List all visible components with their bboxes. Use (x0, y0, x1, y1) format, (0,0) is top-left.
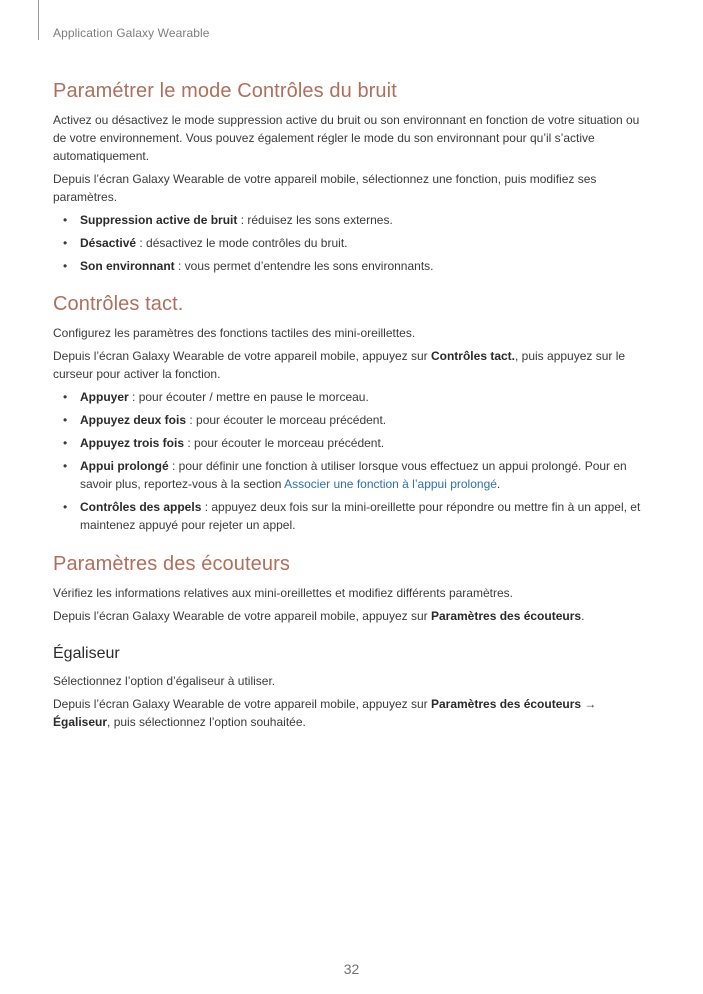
definition: : pour définir une fonction à utiliser lorsque vous effectuez un appui prolongé. Pour en savoir plus, reportez-vous à la section (80, 459, 627, 491)
bullet-glyph: • (63, 390, 68, 404)
text-run: , puis appuyez sur le curseur pour activer la fonction. (53, 349, 626, 381)
text-run: . (581, 609, 585, 623)
definition: : pour écouter le morceau précédent. (184, 436, 385, 450)
bullet-glyph: • (63, 259, 68, 273)
list-item (53, 211, 653, 229)
section-touch-controls (53, 293, 653, 534)
definition-tail: . (496, 477, 501, 491)
term: Son environnant (80, 259, 175, 273)
running-header: Application Galaxy Wearable (53, 26, 210, 40)
bullet-glyph: • (63, 436, 68, 450)
section-equalizer (53, 645, 653, 731)
text-run: Depuis l’écran Galaxy Wearable de votre appareil mobile, appuyez sur (53, 349, 431, 363)
list-item (53, 257, 653, 275)
ui-term: Égaliseur (53, 715, 108, 729)
section-title: Paramètres des écouteurs (53, 553, 290, 575)
definition: : pour écouter le morceau précédent. (186, 413, 387, 427)
page-number: 32 (343, 961, 360, 977)
ui-term: Paramètres des écouteurs (430, 697, 582, 711)
paragraph: Activez ou désactivez le mode suppression active du bruit ou son environnant en fonction de votre situation ou de votre environnement. Vous pouvez également régler le mode du son environnant pour qu’il s’active automatiquement. (53, 113, 640, 163)
list-item (53, 457, 653, 493)
paragraph: Configurez les paramètres des fonctions tactiles des mini-oreillettes. (53, 326, 416, 340)
bullet-glyph: • (63, 413, 68, 427)
arrow-glyph: → (581, 697, 597, 711)
list-item (53, 411, 653, 429)
paragraph: Sélectionnez l’option d’égaliseur à utiliser. (53, 674, 276, 688)
term: Suppression active de bruit (80, 213, 238, 227)
cross-reference-link[interactable]: Associer une fonction à l’appui prolongé (284, 477, 497, 491)
term: Appuyez deux fois (80, 413, 187, 427)
definition: : désactivez le mode contrôles du bruit. (136, 236, 348, 250)
list-item (53, 234, 653, 252)
definition: : vous permet d’entendre les sons environnants. (174, 259, 434, 273)
text-run: Depuis l’écran Galaxy Wearable de votre appareil mobile, appuyez sur (53, 609, 431, 623)
header-divider (38, 0, 39, 40)
section-earbud-settings (53, 553, 653, 625)
term: Appuyer (80, 390, 129, 404)
list-item (53, 434, 653, 452)
bullet-glyph: • (63, 213, 68, 227)
section-noise-control (53, 80, 653, 275)
section-title: Paramétrer le mode Contrôles du bruit (53, 80, 397, 102)
bullet-list (53, 388, 653, 534)
section-title: Contrôles tact. (53, 293, 184, 315)
text-run: Depuis l’écran Galaxy Wearable de votre appareil mobile, appuyez sur (53, 697, 431, 711)
page-content (53, 80, 653, 745)
term: Désactivé (80, 236, 137, 250)
paragraph (53, 607, 653, 625)
term: Appui prolongé (80, 459, 169, 473)
bullet-glyph: • (63, 236, 68, 250)
definition: : pour écouter / mettre en pause le morceau. (128, 390, 369, 404)
list-item (53, 388, 653, 406)
definition: : réduisez les sons externes. (237, 213, 393, 227)
bullet-glyph: • (63, 500, 68, 514)
bullet-list (53, 211, 653, 275)
subsection-title: Égaliseur (53, 645, 120, 662)
ui-term: Paramètres des écouteurs (430, 609, 582, 623)
definition: : appuyez deux fois sur la mini-oreillette pour répondre ou mettre fin à un appel, et maintenez appuyé pour rejeter un appel. (80, 500, 641, 532)
term: Contrôles des appels (80, 500, 202, 514)
list-item (53, 498, 653, 534)
ui-term: Contrôles tact. (430, 349, 515, 363)
paragraph (53, 347, 653, 383)
paragraph: Depuis l’écran Galaxy Wearable de votre appareil mobile, sélectionnez une fonction, puis modifiez ses paramètres. (53, 172, 597, 204)
text-run: , puis sélectionnez l’option souhaitée. (107, 715, 306, 729)
term: Appuyez trois fois (80, 436, 185, 450)
bullet-glyph: • (63, 459, 68, 473)
paragraph: Vérifiez les informations relatives aux mini-oreillettes et modifiez différents paramètres. (53, 586, 513, 600)
paragraph (53, 695, 653, 731)
